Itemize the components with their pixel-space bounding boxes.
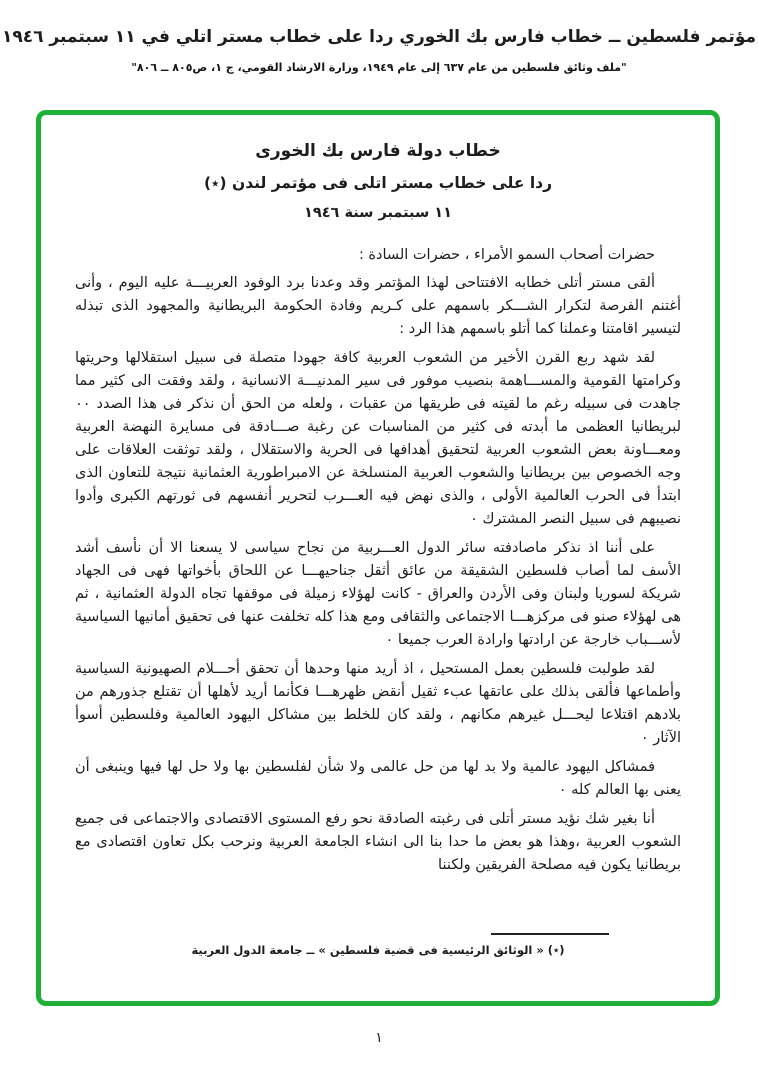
- page-number: ١: [375, 1030, 383, 1046]
- document-title: مؤتمر فلسطين ــ خطاب فارس بك الخوري ردا على خطاب مستر اتلي في ١١ سبتمبر ١٩٤٦: [1, 27, 757, 47]
- document-frame: [36, 110, 720, 1006]
- paragraph-3: على أننا اذ نذكر ماصادفته سائر الدول العـــربية من نجاح سياسى لا يسعنا الا أن نأسف أشد الأسف لما أصاب فلسطين الشقيقة من عائق أثقل جناحيهـــا عن اللحاق بأخواتها فهى فى الجهاد شريكة لسوريا ولبنان وفى الأردن والعراق - كانت لهؤلاء زميلة فى موقفها تجاه الدولة العثمانية ، ثم هى لهؤلاء صنو فى مركزهـــا الاجتماعى والثقافى ومع هذا كله تخلفت عنها فى تحقيق أمانيها السياسية لأســـباب خارجة عن ارادتها وارادة العرب جميعا ٠: [75, 540, 681, 648]
- paragraph-5: فمشاكل اليهود عالمية ولا بد لها من حل عالمى ولا شأن لفلسطين بها ولا حل لها فيها وينبغى أن يعنى بها العالم كله ٠: [75, 759, 681, 798]
- paragraph-1: ألقى مستر أتلى خطابه الافتتاحى لهذا المؤتمر وقد وعدنا برد الوفود العربيـــة عليه اليوم ، وأنى أغتنم الفرصة لتكرار الشـــكر باسمهم على كـريم وفادة الحكومة البريطانية والمجهود الذى تبذله لتيسير اقامتنا وعملنا كما أتلو باسمهم هذا الرد :: [75, 275, 681, 337]
- speech-subheading: ردا على خطاب مستر اتلى فى مؤتمر لندن (٭): [203, 174, 553, 192]
- paragraph-6: أنا بغير شك نؤيد مستر أتلى فى رغبته الصادقة نحو رفع المستوى الاقتصادى والاجتماعى فى جميع الشعوب العربية ،وهذا هو بعض ما حدا بنا الى انشاء الجامعة العربية ونرحب بكل تعاون اقتصادى مع بريطانيا يكون فيه مصلحة الفريقين ولكننا: [75, 811, 681, 873]
- paragraph-4: لقد طولبت فلسطين بعمل المستحيل ، اذ أريد منها وحدها أن تحقق أحـــلام الصهيونية السياسية وأطماعها فألقى بذلك على عاتقها عبء ثقيل أنقض ظهرهـــا فكأنما أريد لأهلها أن تقتلع جذورهم من بلادهم اقتلاعا ليحـــل غيرهم مكانهم ، ولقد كان للخلط بين مشاكل اليهود العالمية وفلسطين أسوأ الآثار ٠: [75, 661, 681, 746]
- footnote-separator: [491, 933, 609, 935]
- footnote-text: (٭) « الوثائق الرئيسية فى قضية فلسطين » ــ جامعة الدول العربية: [191, 943, 565, 957]
- salutation-line: حضرات أصحاب السمو الأمراء ، حضرات السادة :: [358, 247, 655, 263]
- document-source-citation: "ملف وثائق فلسطين من عام ٦٣٧ إلى عام ١٩٤٩، وزارة الارشاد القومي، ج ١، ص٨٠٥ ــ ٨٠٦": [131, 60, 627, 74]
- speech-heading: خطاب دولة فارس بك الخورى: [255, 141, 501, 161]
- footnote-section: [75, 933, 681, 957]
- speech-date: ١١ سبتمبر سنة ١٩٤٦: [304, 205, 452, 221]
- page-header: [0, 0, 758, 74]
- paragraph-2: لقد شهد ربع القرن الأخير من الشعوب العربية كافة جهودا متصلة فى سبيل استقلالها وحريتها وكرامتها القومية والمســـاهمة بنصيب موفور فى سير المدنيـــة الانسانية ، ولقد وفقت الى كثير مما جاهدت فى سبيله رغم ما لقيته فى طريقها من عقبات ، ولعله من الحق أن نذكر فى هذا الصدد ٠٠ لبريطانيا العظمى ما أبدته فى كثير من المناسبات عن رغبة صـــادقة فى مسايرة النهضة العربية ومعـــاونة بعض الشعوب العربية لتحقيق أهدافها فى الحرية والاستقلال ، ولقد توثقت العلاقات على وجه الخصوص بين بريطانيا والشعوب العربية المنسلخة عن الامبراطورية العثمانية نتيجة للتعاون الذى ابتدأ فى الحرب العالمية الأولى ، والذى نهض فيه العـــرب لتحرير أنفسهم فى ثورتهم الكبرى وأدوا نصيبهم فى سبيل النصر المشترك ٠: [75, 350, 681, 527]
